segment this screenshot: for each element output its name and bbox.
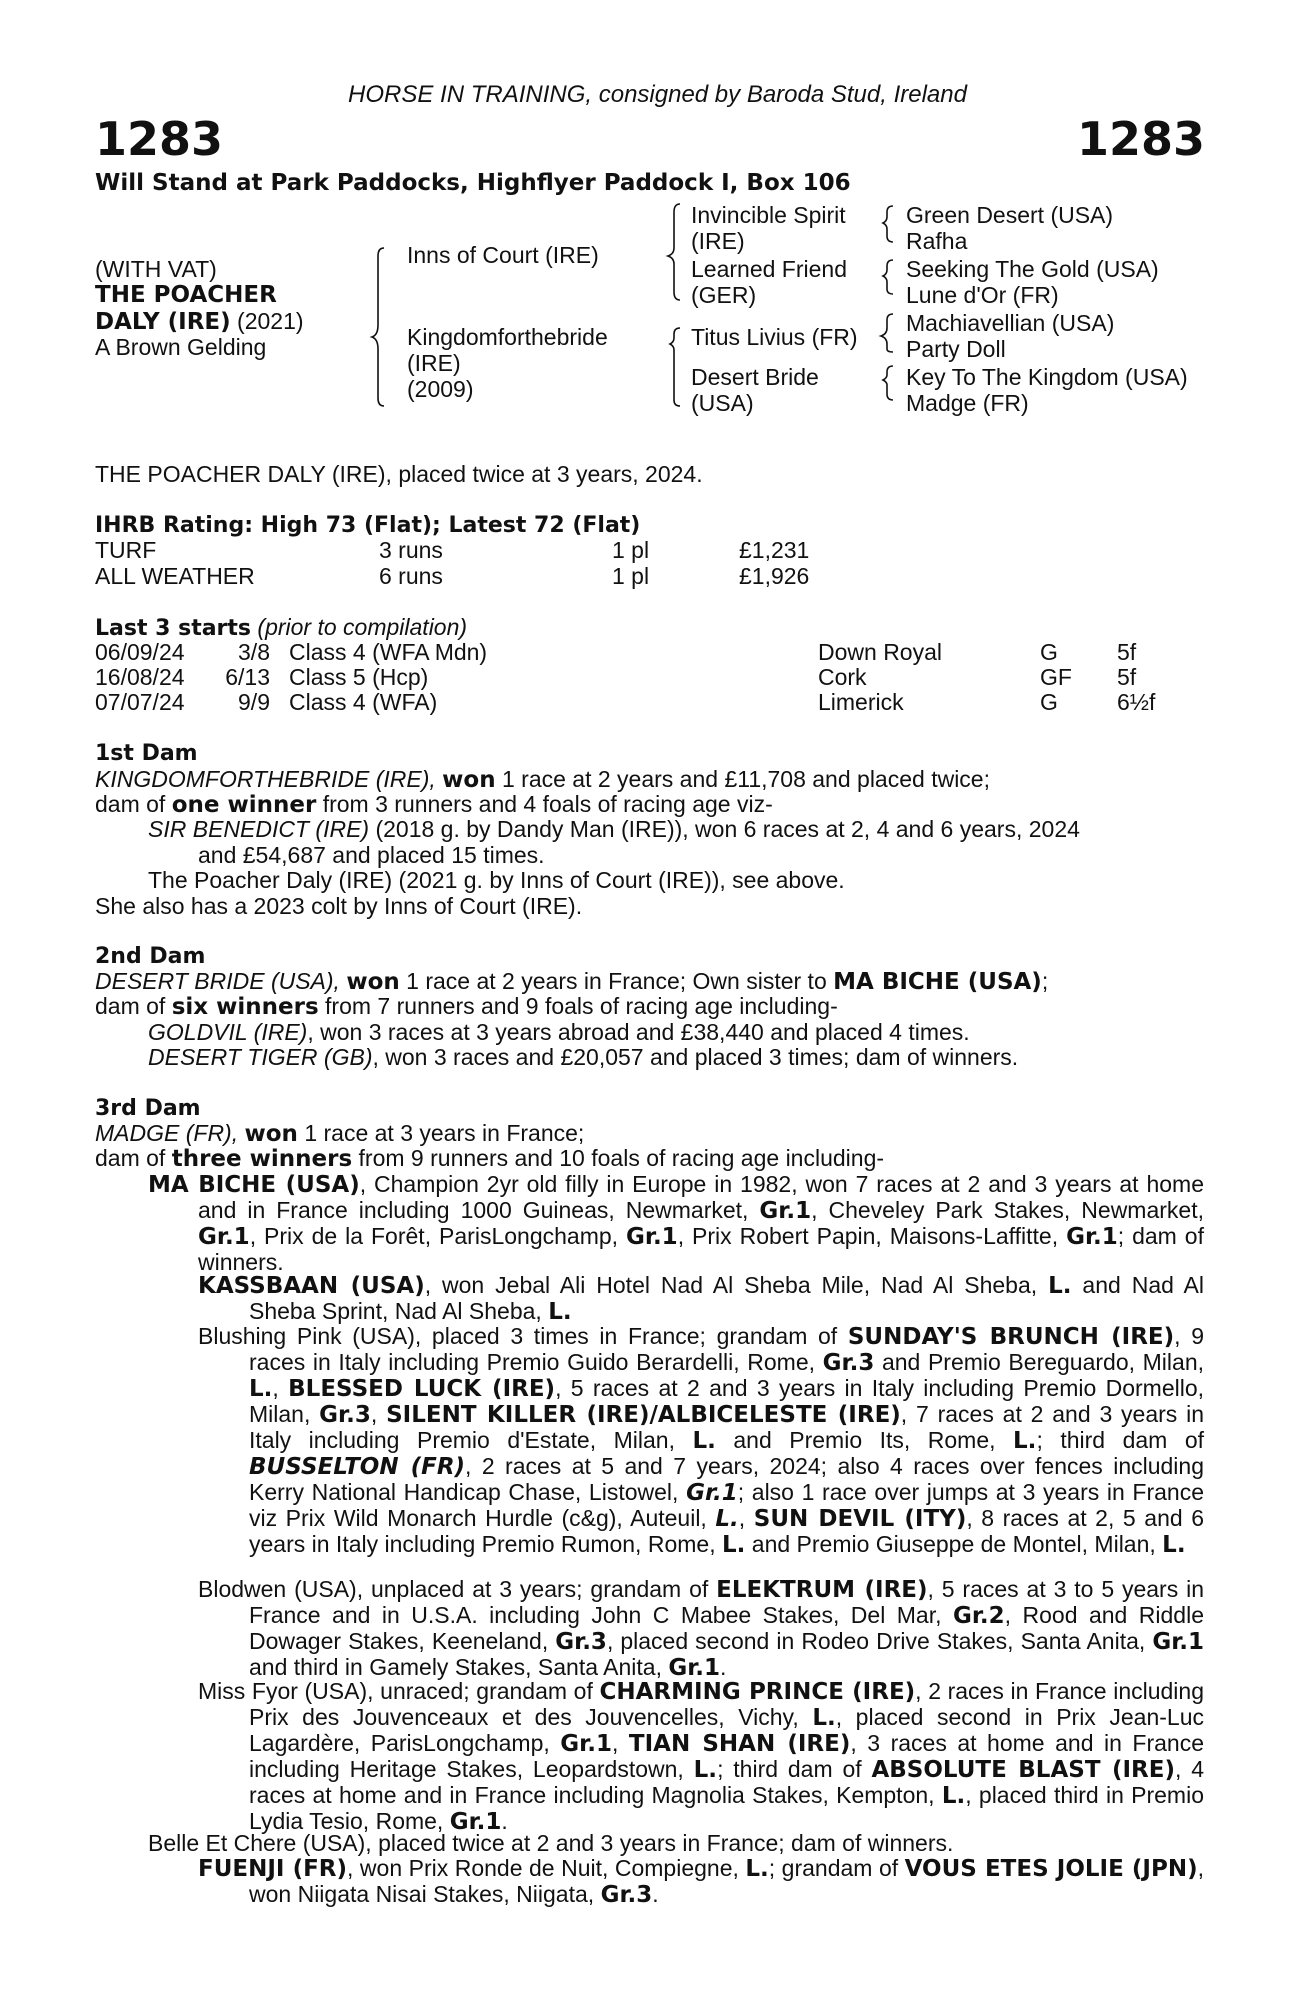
listed-label: L. bbox=[249, 1376, 273, 1402]
grade-label: Gr.3 bbox=[600, 1882, 653, 1908]
produce-record: ; also 1 race over jumps at 3 years in France viz Prix Wild Monarch Hurdle (c&g), Auteuil, bbox=[249, 1479, 1205, 1531]
produce-record: and Premio Its, Rome, bbox=[715, 1427, 1014, 1453]
produce-kassbaan bbox=[198, 1272, 1205, 1325]
descendant-name: SILENT KILLER (IRE)/ALBICELESTE (IRE) bbox=[386, 1402, 901, 1428]
start-going: G bbox=[1040, 639, 1058, 665]
produce-blushing-pink bbox=[198, 1323, 1205, 1558]
rating-placed: 1 pl bbox=[612, 563, 650, 589]
produce-name: MA BICHE (USA) bbox=[148, 1172, 360, 1198]
rating-surface: ALL WEATHER bbox=[95, 563, 255, 589]
second-dam-winners: six winners bbox=[171, 994, 319, 1020]
listed-label: L. bbox=[548, 1299, 572, 1325]
listed-label: L. bbox=[745, 1856, 769, 1882]
pedigree-gg5: Machiavellian (USA) bbox=[906, 310, 1115, 336]
grade-label: Gr.1 bbox=[759, 1198, 812, 1224]
produce-record: , 7 races at 2 and 3 years in Italy including Premio d'Estate, Milan, bbox=[249, 1401, 1205, 1453]
produce-record: . bbox=[652, 1881, 659, 1907]
pedigree-gg7: Key To The Kingdom (USA) bbox=[906, 364, 1188, 390]
produce-record: (2018 g. by Dandy Man (IRE)), won 6 races at 2, 4 and 6 years, 2024 bbox=[369, 816, 1080, 842]
produce-record: , placed third in Premio Lydia Tesio, Rome, bbox=[249, 1782, 1204, 1834]
listed-label: L. bbox=[1013, 1428, 1037, 1454]
descendant-name: VOUS ETES JOLIE (JPN) bbox=[904, 1856, 1198, 1882]
listed-label: L. bbox=[693, 1757, 718, 1783]
produce-blodwen bbox=[198, 1576, 1205, 1681]
produce-record: , Cheveley Park Stakes, Newmarket, bbox=[811, 1197, 1204, 1223]
pedigree-gg3: Seeking The Gold (USA) bbox=[906, 256, 1159, 282]
listed-label: L. bbox=[721, 1532, 746, 1558]
first-dam-winners: one winner bbox=[171, 792, 317, 818]
produce-name: GOLDVIL (IRE) bbox=[148, 1019, 308, 1045]
grade-label: Gr.3 bbox=[319, 1402, 371, 1428]
first-dam-name: KINGDOMFORTHEBRIDE (IRE), bbox=[95, 766, 443, 792]
produce-record: and Nad Al Sheba Sprint, Nad Al Sheba, bbox=[249, 1272, 1205, 1324]
second-dam-text: dam of bbox=[95, 993, 172, 1019]
produce-name: DESERT TIGER (GB) bbox=[148, 1044, 373, 1070]
start-course: Down Royal bbox=[818, 639, 942, 665]
first-dam-line1 bbox=[95, 767, 990, 793]
rating-heading: IHRB Rating: High 73 (Flat); Latest 72 (Flat) bbox=[95, 513, 641, 538]
produce-record: , 8 races at 2, 5 and 6 years in Italy including Premio Rumon, Rome, bbox=[249, 1505, 1205, 1557]
horse-name-line2: DALY (IRE) bbox=[95, 309, 231, 335]
first-dam-line5: The Poacher Daly (IRE) (2021 g. by Inns of Court (IRE)), see above. bbox=[148, 867, 845, 893]
produce-record: , bbox=[611, 1730, 629, 1756]
produce-record: , won Prix Ronde de Nuit, Compiegne, bbox=[347, 1855, 746, 1881]
rating-runs: 3 runs bbox=[379, 537, 443, 563]
produce-record: ; dam of winners. bbox=[198, 1223, 1204, 1275]
second-dam-sister: MA BICHE (USA) bbox=[833, 969, 1042, 995]
third-dam-record: 1 race at 3 years in France; bbox=[297, 1120, 585, 1146]
start-date: 06/09/24 bbox=[95, 639, 185, 665]
produce-record: , won 3 races and £20,057 and placed 3 times; dam of winners. bbox=[372, 1044, 1019, 1070]
first-dam-line4: and £54,687 and placed 15 times. bbox=[198, 842, 545, 868]
descendant-name: CHARMING PRINCE (IRE) bbox=[599, 1679, 916, 1705]
produce-record: , bbox=[370, 1401, 387, 1427]
produce-record: , bbox=[738, 1505, 754, 1531]
listed-label: L. bbox=[715, 1506, 739, 1532]
second-dam-line2 bbox=[95, 994, 838, 1020]
produce-record: Blushing Pink (USA), placed 3 times in France; grandam of bbox=[198, 1323, 848, 1349]
last-starts-note: (prior to compilation) bbox=[251, 614, 468, 640]
catalogue-subtitle: HORSE IN TRAINING, consigned by Baroda Stud, Ireland bbox=[348, 81, 967, 108]
descendant-name: SUNDAY'S BRUNCH (IRE) bbox=[847, 1324, 1175, 1350]
produce-record: , 2 races in France including Prix des Jouvenceaux et des Jouvencelles, Vichy, bbox=[249, 1678, 1204, 1730]
produce-belle-et-chere: Belle Et Chere (USA), placed twice at 2 and 3 years in France; dam of winners. bbox=[148, 1830, 954, 1856]
start-going: G bbox=[1040, 689, 1058, 715]
grade-label: Gr.1 bbox=[1066, 1224, 1118, 1250]
rating-earnings: £1,926 bbox=[739, 563, 810, 589]
pedigree-dams-dam-line1: Desert Bride bbox=[691, 364, 819, 390]
produce-record: , placed second in Rodeo Drive Stakes, Santa Anita, bbox=[606, 1628, 1153, 1654]
start-distance: 5f bbox=[1117, 639, 1137, 665]
horse-foaling-year: (2021) bbox=[230, 308, 304, 334]
produce-record: , 2 races at 5 and 7 years, 2024; also 4 races over fences including Kerry National Handicap Chase, Listowel, bbox=[249, 1453, 1204, 1505]
grade-label: Gr.1 bbox=[1152, 1629, 1204, 1655]
first-dam-line6: She also has a 2023 colt by Inns of Court (IRE). bbox=[95, 893, 583, 919]
produce-record: , won Jebal Ali Hotel Nad Al Sheba Mile, Nad Al Sheba, bbox=[424, 1272, 1049, 1298]
produce-name: FUENJI (FR) bbox=[198, 1856, 348, 1882]
produce-record: and Premio Bereguardo, Milan, bbox=[874, 1349, 1204, 1375]
second-dam-line4 bbox=[148, 1045, 1018, 1070]
produce-record: . bbox=[501, 1808, 508, 1834]
third-dam-line2 bbox=[95, 1146, 884, 1172]
produce-record: , won 3 races at 3 years abroad and £38,440 and placed 4 times. bbox=[307, 1019, 970, 1045]
pedigree-gg2: Rafha bbox=[906, 228, 968, 254]
pedigree-sires-dam-line1: Learned Friend bbox=[691, 256, 847, 282]
descendant-name: ABSOLUTE BLAST (IRE) bbox=[871, 1757, 1175, 1783]
stand-location: Will Stand at Park Paddocks, Highflyer Paddock I, Box 106 bbox=[95, 170, 851, 196]
produce-record: , 9 races in Italy including Premio Guido Berardelli, Rome, bbox=[249, 1323, 1204, 1375]
pedigree-sire: Inns of Court (IRE) bbox=[407, 242, 599, 268]
produce-record: , Prix de la Forêt, ParisLongchamp, bbox=[249, 1223, 626, 1249]
second-dam-won: won bbox=[346, 969, 400, 995]
last-starts-heading-row bbox=[95, 615, 467, 641]
produce-record: , Champion 2yr old filly in Europe in 1982, won 7 races at 2 and 3 years at home and in France including 1000 Guineas, Newmarket, bbox=[198, 1171, 1204, 1223]
rating-runs: 6 runs bbox=[379, 563, 443, 589]
pedigree-dam-line3: (2009) bbox=[407, 376, 474, 402]
pedigree-dam-line1: Kingdomforthebride bbox=[407, 324, 608, 350]
pedigree-gg6: Party Doll bbox=[906, 336, 1006, 362]
produce-name: SIR BENEDICT (IRE) bbox=[148, 816, 370, 842]
start-date: 07/07/24 bbox=[95, 689, 185, 715]
listed-label: L. bbox=[941, 1783, 966, 1809]
start-race: Class 4 (WFA Mdn) bbox=[289, 639, 488, 665]
descendant-name: BUSSELTON (FR) bbox=[249, 1454, 466, 1480]
pedigree-sires-sire-line1: Invincible Spirit bbox=[691, 202, 846, 228]
start-position: 3/8 bbox=[238, 639, 270, 665]
produce-record: and third in Gamely Stakes, Santa Anita, bbox=[249, 1654, 669, 1680]
vat-note: (WITH VAT) bbox=[95, 256, 217, 282]
pedigree-dam-line2: (IRE) bbox=[407, 350, 461, 376]
pedigree-gg4: Lune d'Or (FR) bbox=[906, 282, 1059, 308]
rating-earnings: £1,231 bbox=[739, 537, 810, 563]
third-dam-name: MADGE (FR), bbox=[95, 1120, 245, 1146]
second-dam-text: from 7 runners and 9 foals of racing age including- bbox=[318, 993, 838, 1019]
listed-label: L. bbox=[1048, 1273, 1072, 1299]
second-dam-name: DESERT BRIDE (USA), bbox=[95, 968, 347, 994]
produce-record: ; grandam of bbox=[768, 1855, 905, 1881]
grade-label: Gr.3 bbox=[555, 1629, 607, 1655]
third-dam-won: won bbox=[244, 1121, 298, 1147]
second-dam-text: ; bbox=[1041, 968, 1049, 994]
produce-ma-biche bbox=[148, 1171, 1204, 1275]
rating-placed: 1 pl bbox=[612, 537, 650, 563]
produce-record: , 5 races at 2 and 3 years in Italy including Premio Dormello, Milan, bbox=[249, 1375, 1205, 1427]
pedigree-sires-dam-line2: (GER) bbox=[691, 282, 757, 308]
produce-record: , Rood and Riddle Dowager Stakes, Keeneland, bbox=[249, 1602, 1205, 1654]
listed-label: L. bbox=[1162, 1532, 1186, 1558]
grade-label: Gr.1 bbox=[449, 1809, 502, 1835]
listed-label: L. bbox=[692, 1428, 716, 1454]
rating-surface: TURF bbox=[95, 537, 157, 563]
grade-label: Gr.1 bbox=[198, 1224, 250, 1250]
second-dam-record: 1 race at 2 years in France; Own sister to bbox=[399, 968, 834, 994]
produce-record: Blodwen (USA), unplaced at 3 years; grandam of bbox=[198, 1576, 717, 1602]
first-dam-text: from 3 runners and 4 foals of racing age viz- bbox=[316, 791, 773, 817]
third-dam-text: dam of bbox=[95, 1145, 172, 1171]
produce-record: , Prix Robert Papin, Maisons-Laffitte, bbox=[677, 1223, 1067, 1249]
descendant-name: SUN DEVIL (ITY) bbox=[753, 1506, 967, 1532]
third-dam-text: from 9 runners and 10 foals of racing age including- bbox=[352, 1145, 885, 1171]
pedigree-brackets bbox=[0, 0, 1315, 420]
first-dam-won: won bbox=[442, 767, 496, 793]
produce-record: Miss Fyor (USA), unraced; grandam of bbox=[198, 1678, 600, 1704]
start-position: 9/9 bbox=[238, 689, 270, 715]
grade-label: Gr.1 bbox=[686, 1480, 738, 1506]
grade-label: Gr.1 bbox=[626, 1224, 678, 1250]
last-starts-heading: Last 3 starts bbox=[95, 616, 252, 641]
pedigree-gg1: Green Desert (USA) bbox=[906, 202, 1114, 228]
produce-name: KASSBAAN (USA) bbox=[198, 1273, 425, 1299]
produce-record: ; third dam of bbox=[1036, 1427, 1204, 1453]
start-distance: 5f bbox=[1117, 664, 1137, 690]
first-dam-line3 bbox=[148, 817, 1080, 842]
listed-label: L. bbox=[812, 1705, 836, 1731]
start-race: Class 5 (Hcp) bbox=[289, 664, 429, 690]
produce-record: ; third dam of bbox=[717, 1756, 872, 1782]
second-dam-line3 bbox=[148, 1020, 970, 1045]
produce-record: , 3 races at home and in France including Heritage Stakes, Leopardstown, bbox=[249, 1730, 1205, 1782]
produce-record: , won Niigata Nisai Stakes, Niigata, bbox=[249, 1855, 1204, 1907]
produce-fuenji bbox=[198, 1855, 1204, 1908]
start-course: Cork bbox=[818, 664, 867, 690]
produce-record: . bbox=[720, 1654, 727, 1680]
descendant-name: TIAN SHAN (IRE) bbox=[628, 1731, 851, 1757]
start-date: 16/08/24 bbox=[95, 664, 185, 690]
produce-miss-fyor bbox=[198, 1678, 1205, 1835]
start-position: 6/13 bbox=[225, 664, 270, 690]
horse-description: A Brown Gelding bbox=[95, 334, 267, 360]
produce-record: , placed second in Prix Jean-Luc Lagardère, ParisLongchamp, bbox=[249, 1704, 1204, 1756]
first-dam-text: dam of bbox=[95, 791, 172, 817]
first-dam-heading: 1st Dam bbox=[95, 741, 198, 766]
third-dam-heading: 3rd Dam bbox=[95, 1096, 201, 1121]
start-going: GF bbox=[1040, 664, 1072, 690]
horse-name-line1: THE POACHER bbox=[95, 282, 277, 308]
produce-record: and Premio Giuseppe de Montel, Milan, bbox=[745, 1531, 1163, 1557]
second-dam-line1 bbox=[95, 969, 1048, 995]
first-dam-line2 bbox=[95, 792, 773, 818]
grade-label: Gr.2 bbox=[952, 1603, 1005, 1629]
descendant-name: BLESSED LUCK (IRE) bbox=[288, 1376, 556, 1402]
lot-number-right: 1283 bbox=[1076, 112, 1205, 166]
pedigree-dams-sire: Titus Livius (FR) bbox=[691, 324, 858, 350]
race-summary: THE POACHER DALY (IRE), placed twice at 3 years, 2024. bbox=[95, 461, 703, 487]
first-dam-record: 1 race at 2 years and £11,708 and placed twice; bbox=[495, 766, 990, 792]
produce-record: , bbox=[272, 1375, 289, 1401]
start-distance: 6½f bbox=[1117, 689, 1156, 715]
descendant-name: ELEKTRUM (IRE) bbox=[716, 1577, 928, 1603]
grade-label: Gr.1 bbox=[668, 1655, 721, 1681]
second-dam-heading: 2nd Dam bbox=[95, 944, 206, 969]
pedigree-dams-dam-line2: (USA) bbox=[691, 390, 754, 416]
third-dam-line1 bbox=[95, 1121, 584, 1147]
pedigree-gg8: Madge (FR) bbox=[906, 390, 1029, 416]
pedigree-sires-sire-line2: (IRE) bbox=[691, 228, 745, 254]
produce-record: , 4 races at home and in France including Magnolia Stakes, Kempton, bbox=[249, 1756, 1205, 1808]
start-course: Limerick bbox=[818, 689, 904, 715]
produce-record: , 5 races at 3 to 5 years in France and in U.S.A. including John C Mabee Stakes, Del Mar, bbox=[249, 1576, 1204, 1628]
grade-label: Gr.1 bbox=[560, 1731, 612, 1757]
start-race: Class 4 (WFA) bbox=[289, 689, 438, 715]
third-dam-winners: three winners bbox=[171, 1146, 353, 1172]
lot-number-left: 1283 bbox=[95, 112, 224, 166]
grade-label: Gr.3 bbox=[822, 1350, 875, 1376]
